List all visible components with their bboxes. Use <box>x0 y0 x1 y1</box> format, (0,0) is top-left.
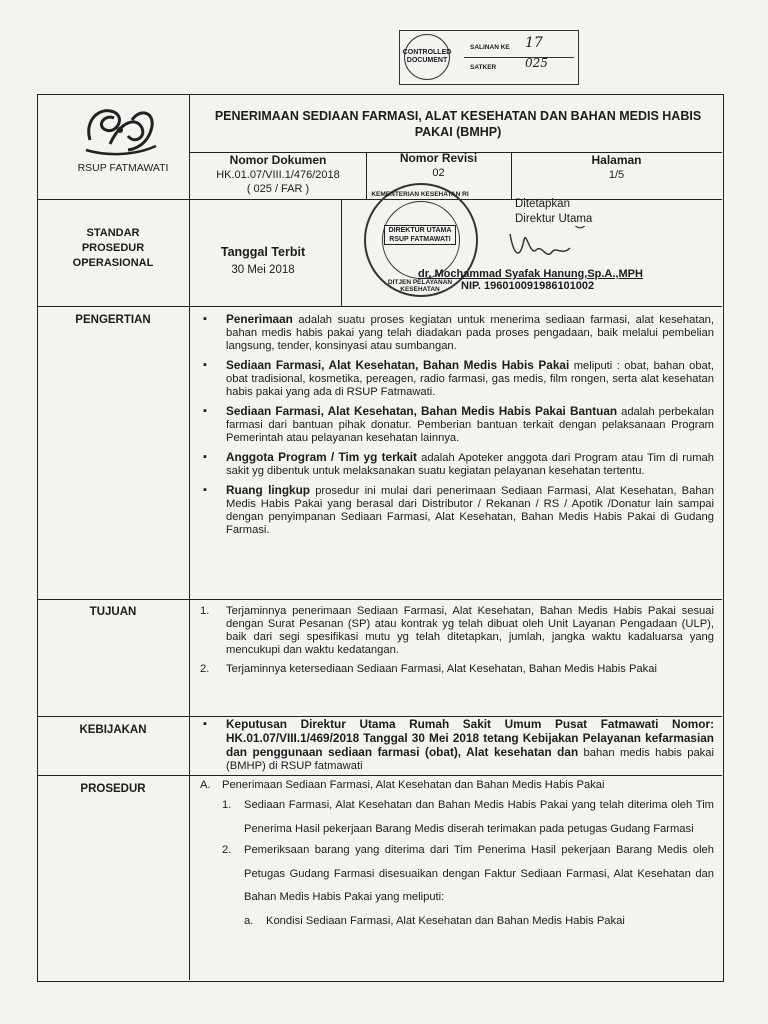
salinan-row <box>470 35 543 51</box>
section-label-kebijakan: KEBIJAKAN <box>79 724 147 736</box>
controlled-stamp-circle: CONTROLLED DOCUMENT <box>404 34 450 80</box>
satker-row <box>470 56 548 71</box>
salinan-label: SALINAN KE <box>470 44 510 51</box>
pengertian-content <box>200 313 714 543</box>
kebijakan-content <box>200 718 714 779</box>
signer-name: dr. Mochammad Syafak Hanung,Sp.A.,MPH <box>418 268 643 280</box>
ditetapkan-block <box>515 197 592 227</box>
seal-bottom-text: DITJEN PELAYANAN KESEHATAN <box>387 279 453 293</box>
hospital-label: RSUP FATMAWATI <box>77 162 169 174</box>
seal-top-text: KEMENTERIAN KESEHATAN RI <box>371 191 469 198</box>
nomor-revisi-label: Nomor Revisi <box>399 151 478 165</box>
list-item: ▪ Anggota Program / Tim yg terkait adalah Apoteker anggota dari Program atau Tim di rumah sakit yg dibentuk untuk melaksanakan suatu kegiatan pelayanan kesehatan tertentu. <box>203 450 714 477</box>
signature-scribble <box>500 226 590 266</box>
sop-label: STANDAR PROSEDUR OPERASIONAL <box>72 227 154 269</box>
list-item: 1. Sediaan Farmasi, Alat Kesehatan dan Bahan Medis Habis Pakai yang telah diterima oleh Tim Penerima Hasil pekerjaan Barang Medis diserah terimakan pada petugas Gudang Farmasi <box>222 799 714 835</box>
list-item: ▪ Sediaan Farmasi, Alat Kesehatan, Bahan Medis Habis Pakai meliputi : obat, bahan obat, obat tradisional, kosmetika, pereagen, radio farmasi, gas medis, film rongen, serta alat kesehatan habis pakai yang ada di RSUP Fatmawati. <box>203 358 714 398</box>
list-item: ▪ Keputusan Direktur Utama Rumah Sakit Umum Pusat Fatmawati Nomor: HK.01.07/VIII.1/469/2018 Tanggal 30 Mei 2018 tetang Kebijakan Pelayanan kefarmasian dan penggunaan sediaan farmasi (obat), Alat kesehatan dan bahan medis habis pakai (BMHP) di RSUP fatmawati <box>203 717 714 772</box>
seal-center-box: DIREKTUR UTAMA RSUP FATMAWATI <box>384 225 456 245</box>
halaman-cell <box>513 153 720 182</box>
satker-label: SATKER <box>470 64 497 71</box>
list-item: 2. Pemeriksaan barang yang diterima dari Tim Penerima Hasil pekerjaan Barang Medis oleh Petugas Gudang Farmasi disesuaikan dengan Faktur Sediaan Farmasi, Alat Kesehatan dan Bahan Medis Habis Pakai yang meliputi: <box>222 844 714 903</box>
prosedur-content <box>200 779 714 933</box>
list-item: 2. Terjaminnya ketersediaan Sediaan Farmasi, Alat Kesehatan, Bahan Medis Habis Pakai <box>200 663 657 675</box>
nomor-dokumen-value: HK.01.07/VIII.1/476/2018 <box>216 169 340 181</box>
section-label-prosedur: PROSEDUR <box>80 783 146 795</box>
salinan-value: 17 <box>525 35 543 51</box>
direktur-label: Direktur Utama <box>515 213 593 225</box>
controlled-document-stamp <box>399 30 579 85</box>
document-title: PENERIMAAN SEDIAAN FARMASI, ALAT KESEHATAN DAN BAHAN MEDIS HABIS PAKAI (BMHP) <box>214 109 702 139</box>
ditetapkan-label: Ditetapkan <box>515 198 570 210</box>
list-item: ▪ Ruang lingkup prosedur ini mulai dari penerimaan Sediaan Farmasi, Alat Kesehatan, Bahan Medis Habis Pakai yang berasal dari Distributor / Rekanan / RS / Apotik /Donatur lain sampai dengan penyimpanan Sediaan Farmasi, Alat Kesehatan, Bahan Medis Habis Pakai di Gudang Farmasi. <box>203 483 714 536</box>
nomor-dokumen-label: Nomor Dokumen <box>229 153 327 167</box>
signer-nip: NIP. 196010091986101002 <box>461 280 595 292</box>
list-item: A. Penerimaan Sediaan Farmasi, Alat Kesehatan dan Bahan Medis Habis Pakai <box>200 779 605 791</box>
section-label-tujuan: TUJUAN <box>89 606 137 618</box>
list-item: a. Kondisi Sediaan Farmasi, Alat Kesehatan dan Bahan Medis Habis Pakai <box>244 914 625 927</box>
nomor-revisi-value: 02 <box>432 167 445 179</box>
list-item: ▪ Penerimaan adalah suatu proses kegiatan untuk menerima sediaan farmasi, alat kesehatan, bahan medis habis pakai yang telah diadakan pada proses pengadaan, baik melalui pembelian langsung, tender, konsinyasi atau sumbangan. <box>203 312 714 352</box>
satker-value: 025 <box>525 56 548 70</box>
halaman-value: 1/5 <box>608 169 625 181</box>
nomor-dokumen-sub: ( 025 / FAR ) <box>246 183 310 195</box>
rsup-fatmawati-logo <box>80 100 160 158</box>
nomor-revisi-cell <box>368 151 509 180</box>
section-label-pengertian: PENGERTIAN <box>75 314 151 326</box>
tujuan-content <box>200 605 714 682</box>
nomor-dokumen-cell <box>192 153 364 196</box>
tanggal-terbit-value: 30 Mei 2018 <box>231 264 295 276</box>
list-item: 1. Terjaminnya penerimaan Sediaan Farmasi, Alat Kesehatan, Bahan Medis Habis Pakai sesuai dengan Surat Pesanan (SP) atau kontrak yg telah dibuat oleh Unit Layanan Pengadaan (ULP), baik dari segi spesifikasi mutu yg telah ditetapkan, jumlah, jangka waktu kadaluarsa yang mencukupi dan waktu kedatangan. <box>200 605 714 656</box>
tanggal-terbit-label: Tanggal Terbit <box>220 245 306 259</box>
list-item: ▪ Sediaan Farmasi, Alat Kesehatan, Bahan Medis Habis Pakai Bantuan adalah perbekalan farmasi dari bantuan pihak donatur. Pemberian bantuan terkait dengan pelaksanaan Program Pemerintah atau pelayanan kesehatan lainnya. <box>203 404 714 444</box>
halaman-label: Halaman <box>591 153 642 167</box>
tanggal-terbit <box>200 243 326 279</box>
